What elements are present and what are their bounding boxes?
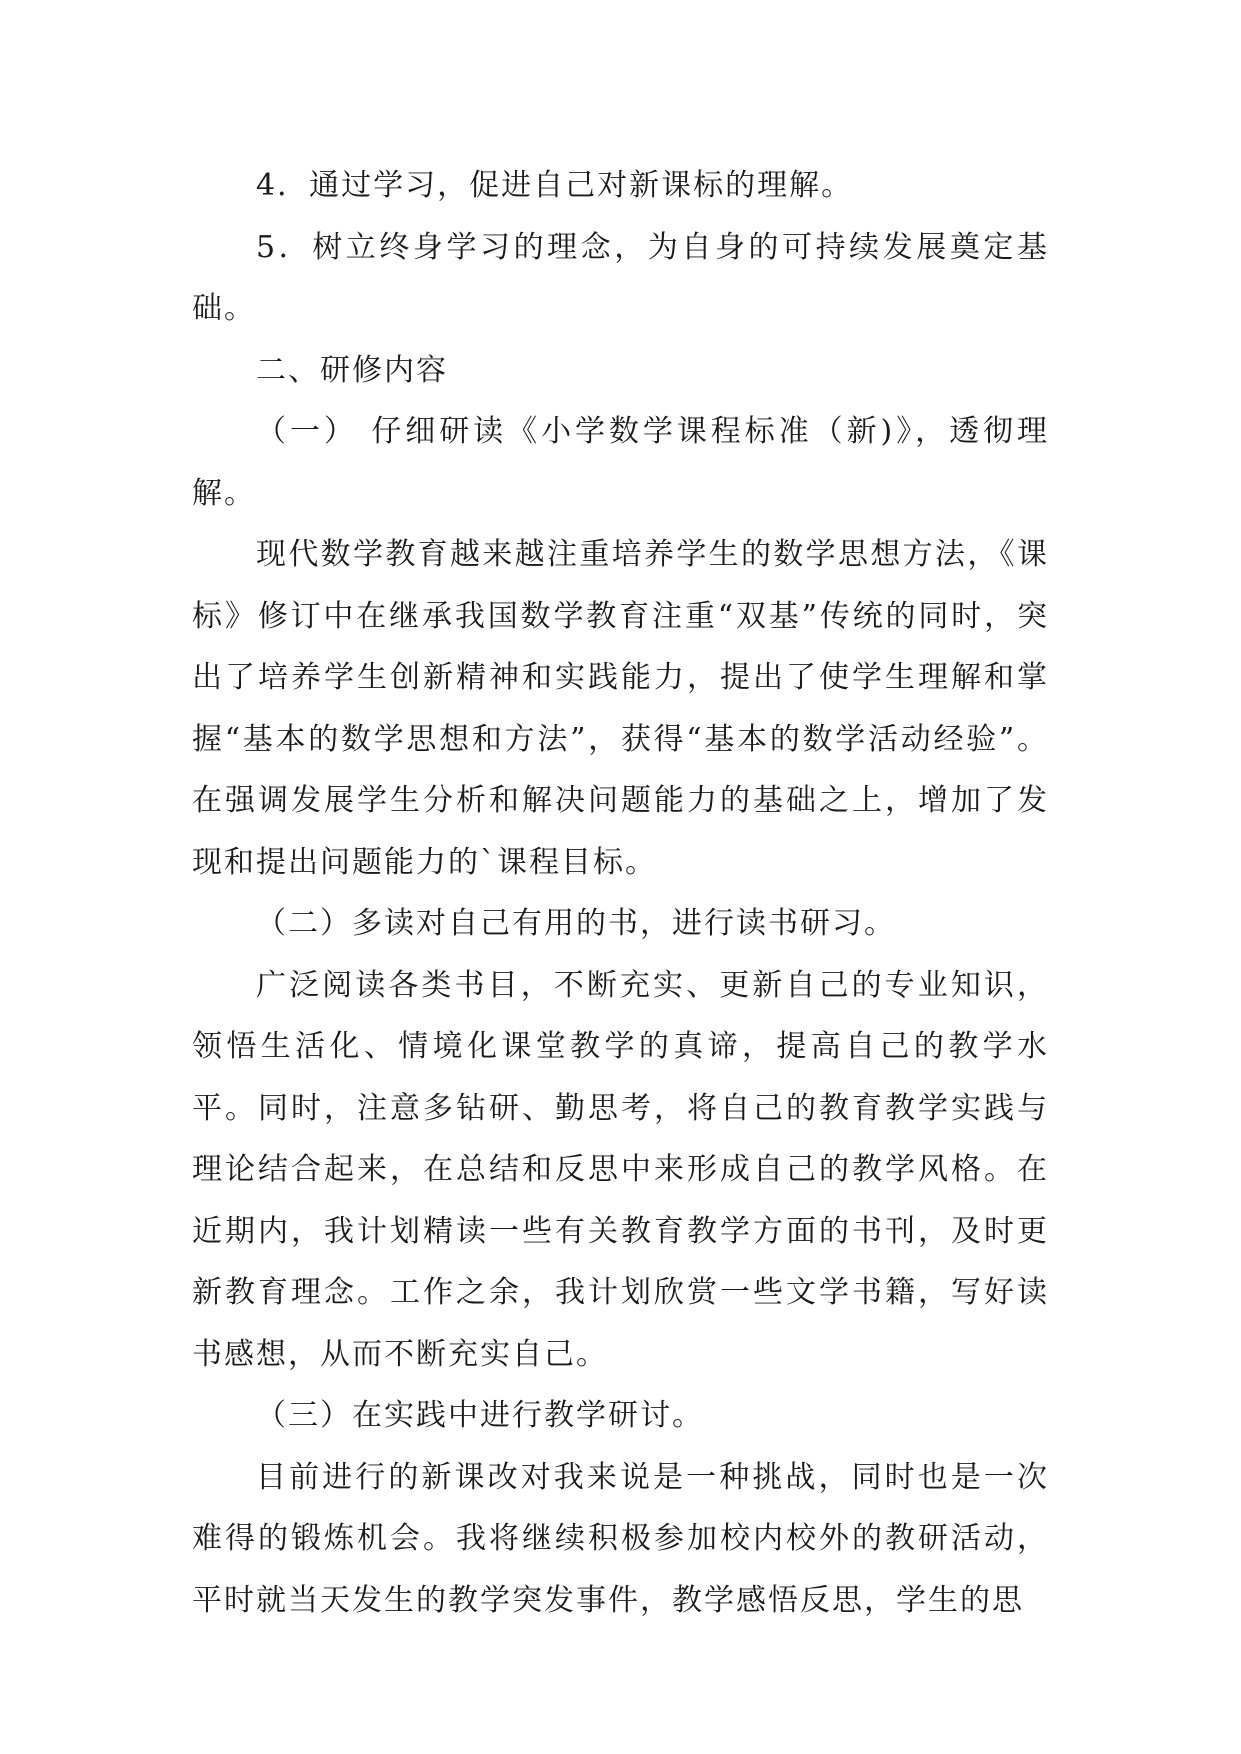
paragraph-reading: 广泛阅读各类书目，不断充实、更新自己的专业知识，领悟生活化、情境化课堂教学的真谛，提高自己的教学水平。同时，注意多钻研、勤思考，将自己的教育教学实践与理论结合起来，在总结和反思中来形成自己的教学风格。在近期内，我计划精读一些有关教育教学方面的书刊，及时更新教育理念。工作之余，我计划欣赏一些文学书籍，写好读书感想，从而不断充实自己。 [192,967,1049,1372]
document-body [192,155,1049,1631]
paragraph-goal-5: 5．树立终身学习的理念，为自身的可持续发展奠定基础。 [192,229,1049,326]
paragraph-practice: 目前进行的新课改对我来说是一种挑战，同时也是一次难得的锻炼机会。我将继续积极参加校内校外的教研活动，平时就当天发生的教学突发事件，教学感悟反思，学生的思 [192,1459,1049,1618]
subheading-2: （二）多读对自己有用的书，进行读书研习。 [256,906,896,941]
subheading-3: （三）在实践中进行教学研讨。 [256,1398,704,1433]
subheading-1: （一） 仔细研读《小学数学课程标准（新)》，透彻理解。 [192,414,1049,511]
section-heading-research-content: 二、研修内容 [256,352,448,388]
paragraph-goal-4: 4．通过学习，促进自己对新课标的理解。 [256,168,854,203]
paragraph-curriculum: 现代数学教育越来越注重培养学生的数学思想方法，《课标》修订中在继承我国数学教育注重“双基”传统的同时，突出了培养学生创新精神和实践能力，提出了使学生理解和掌握“基本的数学思想和方法”，获得“基本的数学活动经验”。在强调发展学生分析和解决问题能力的基础之上，增加了发现和提出问题能力的`课程目标。 [192,537,1049,880]
